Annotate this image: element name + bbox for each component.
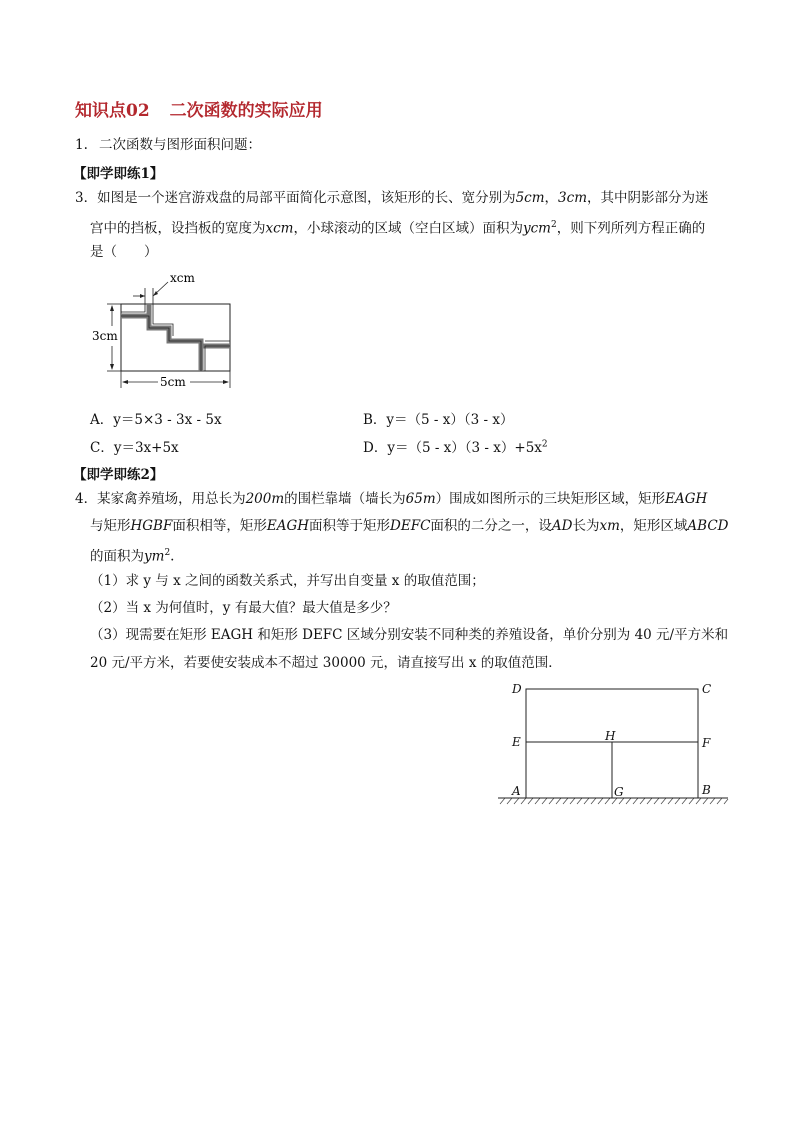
problem3-text: ，则下列所列方程正确的 <box>556 220 706 237</box>
option-d-text: D．y＝（5 - x）（3 - x）+5x <box>363 440 542 456</box>
option-a: A．y＝5×3 - 3x - 5x <box>90 412 222 428</box>
label-c: C <box>702 682 712 696</box>
question-1: （1）求 y 与 x 之间的函数关系式，并写出自变量 x 的取值范围； <box>90 573 485 589</box>
problem3-line2 <box>90 212 705 243</box>
problem4-text: 与矩形 <box>90 518 131 534</box>
label-a: A <box>512 784 521 798</box>
subsection-heading <box>75 133 261 153</box>
dim5-arrowhead-left <box>122 380 128 384</box>
value-ycm: ycm <box>522 220 551 237</box>
superscript: 2 <box>541 439 548 450</box>
label-g: G <box>614 785 624 799</box>
problem4-line2 <box>90 513 728 540</box>
problem4-text: 的面积为 <box>90 548 144 565</box>
section-title <box>75 96 323 121</box>
problem3-line3: 是（ ） <box>90 244 158 260</box>
dim5-arrowhead-right <box>223 380 229 384</box>
value-abcd: ABCD <box>687 518 729 534</box>
problem4-line3 <box>90 540 174 571</box>
problem3-text: 宫中的挡板，设挡板的宽度为 <box>90 220 266 237</box>
value-xm: xm <box>599 518 620 534</box>
label-3cm: 3cm <box>92 329 118 343</box>
label-xcm: xcm <box>170 271 195 285</box>
option-c: C．y＝3x+5x <box>90 440 179 456</box>
problem4-text: ，矩形区域 <box>619 518 688 534</box>
problem4-text: 面积等于矩形 <box>309 518 391 534</box>
label-b: B <box>702 783 711 797</box>
section-title-label: 知识点02 <box>75 101 150 121</box>
question-2: （2）当 x 为何值时，y 有最大值？最大值是多少？ <box>90 600 397 616</box>
label-d: D <box>512 682 522 696</box>
farm-diagram <box>496 678 732 808</box>
practice1-tag: 【即学即练1】 <box>73 166 164 182</box>
xcm-arrowhead-left <box>140 294 145 298</box>
label-f: F <box>702 736 711 750</box>
problem4-text: 的围栏靠墙（墙长为 <box>284 491 406 507</box>
value-ym: ym <box>144 548 165 565</box>
question-3-line2: 20 元/平方米，若要使安装成本不超过 30000 元，请直接写出 x 的取值范围． <box>90 655 562 671</box>
value-defc: DEFC <box>390 518 431 534</box>
problem4-text: . <box>170 548 175 565</box>
problem4-text: ）围成如图所示的三块矩形区域，矩形 <box>435 491 666 507</box>
value-200m: 200m <box>245 491 285 507</box>
problem3-text: ，其中阴影部分为迷 <box>587 190 709 206</box>
value-eagh: EAGH <box>266 518 310 534</box>
question-3-line1: （3）现需要在矩形 EAGH 和矩形 DEFC 区域分别安装不同种类的养殖设备，单价分别为 40 元/平方米和 <box>90 627 729 643</box>
problem4-line1 <box>75 486 707 513</box>
problem4-text: 长为 <box>572 518 600 534</box>
problem4-text: 4．某家禽养殖场，用总长为 <box>75 491 246 507</box>
label-e: E <box>512 735 521 749</box>
problem3-text: 3．如图是一个迷宫游戏盘的局部平面简化示意图，该矩形的长、宽分别为 <box>75 190 516 206</box>
subsection-text: 二次函数与图形面积问题： <box>99 137 261 153</box>
dim3-arrowhead-bottom <box>110 364 114 370</box>
subsection-number: 1. <box>75 137 88 153</box>
problem3-line1 <box>75 185 709 212</box>
label-h: H <box>605 729 616 743</box>
value-eagh: EAGH <box>665 491 708 507</box>
problem3-text: ，小球滚动的区域（空白区域）面积为 <box>293 220 523 237</box>
value-5cm: 5cm <box>515 190 545 206</box>
value-xcm: xcm <box>265 220 294 237</box>
value-ad: AD <box>551 518 573 534</box>
problem4-text: 面积的二分之一，设 <box>430 518 552 534</box>
dim3-arrowhead-top <box>110 305 114 311</box>
value-hgbf: HGBF <box>130 518 173 534</box>
superscript: 2 <box>550 220 557 230</box>
value-65m: 65m <box>405 491 436 507</box>
value-3cm: 3cm <box>558 190 587 206</box>
problem4-text: 面积相等，矩形 <box>172 518 267 534</box>
option-d <box>363 436 548 456</box>
label-5cm: 5cm <box>160 375 186 389</box>
superscript: 2 <box>164 548 171 558</box>
section-title-text: 二次函数的实际应用 <box>169 101 323 121</box>
maze-figure <box>88 268 238 393</box>
option-b: B．y＝（5 - x）（3 - x） <box>363 412 514 428</box>
comma: ， <box>544 190 559 206</box>
practice2-tag: 【即学即练2】 <box>73 467 164 483</box>
